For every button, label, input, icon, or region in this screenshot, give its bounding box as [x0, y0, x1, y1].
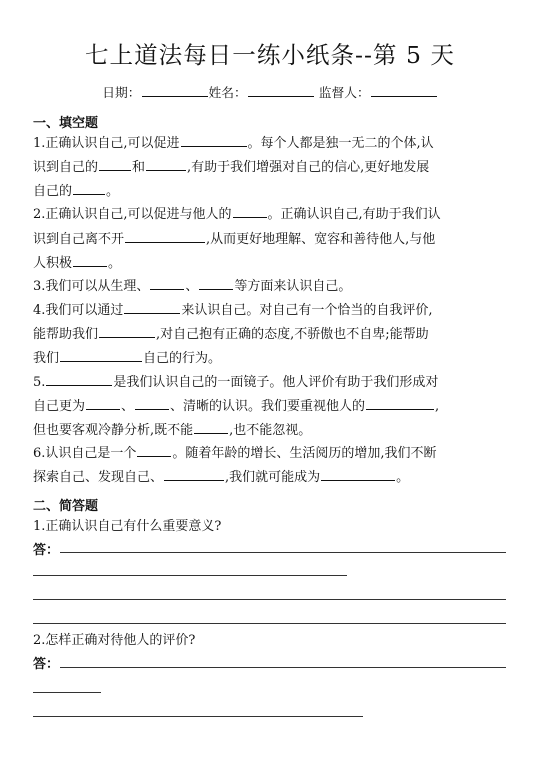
fill-line-12: 自己更为 、 、清晰的认识。我们要重视他人的 , [33, 399, 440, 414]
blank[interactable] [60, 360, 142, 362]
blank[interactable] [164, 479, 224, 481]
fill-line-11: 5. 是我们认识自己的一面镜子。他人评价有助于我们形成对 [33, 375, 439, 390]
blank[interactable] [73, 265, 107, 267]
supervisor-label: 监督人： [318, 86, 370, 101]
header-info-line [0, 82, 540, 101]
blank[interactable] [366, 408, 434, 410]
question-2: 2.怎样正确对待他人的评价? [33, 633, 196, 648]
fill-line-14: 6.认识自己是一个 。随着年龄的增长、生活阅历的增加,我们不断 [33, 446, 437, 461]
page-title: 七上道法每日一练小纸条--第 5 天 [85, 41, 455, 69]
answer-line[interactable] [33, 692, 101, 693]
fill-line-6: 人积极 。 [33, 256, 122, 271]
answer-line[interactable] [33, 716, 363, 717]
fill-line-15: 探索自己、发现自己、 ,我们就可能成为 。 [33, 470, 410, 485]
blank[interactable] [46, 384, 112, 386]
answer-line[interactable] [33, 575, 347, 576]
blank[interactable] [124, 312, 180, 314]
blank[interactable] [150, 288, 184, 290]
blank[interactable] [86, 408, 120, 410]
blank[interactable] [181, 145, 247, 147]
blank[interactable] [194, 432, 228, 434]
date-label: 日期： [102, 86, 141, 101]
fill-line-5: 识到自己离不开 ,从而更好地理解、宽容和善待他人,与他 [33, 232, 436, 247]
answer-line[interactable] [33, 599, 506, 600]
answer-line[interactable] [60, 552, 506, 553]
fill-line-1: 1.正确认识自己,可以促进 。每个人都是独一无二的个体,认 [33, 136, 434, 151]
fill-line-9: 能帮助我们 ,对自己抱有正确的态度,不骄傲也不自卑;能帮助 [33, 327, 429, 342]
blank[interactable] [321, 479, 395, 481]
blank[interactable] [99, 169, 131, 171]
answer-line[interactable] [60, 667, 506, 668]
blank[interactable] [99, 336, 155, 338]
fill-line-4: 2.正确认识自己,可以促进与他人的 。正确认识自己,有助于我们认 [33, 207, 441, 222]
blank[interactable] [137, 455, 171, 457]
name-label: 姓名： [208, 86, 247, 101]
section-short-answer-heading: 二、简答题 [33, 499, 99, 514]
fill-line-13: 但也要客观冷静分析,既不能 ,也不能忽视。 [33, 423, 312, 438]
fill-line-10: 我们 自己的行为。 [33, 351, 222, 366]
date-blank[interactable] [142, 95, 208, 97]
fill-line-8: 4.我们可以通过 来认识自己。对自己有一个恰当的自我评价, [33, 303, 433, 318]
question-1: 1.正确认识自己有什么重要意义? [33, 519, 222, 534]
name-blank[interactable] [248, 95, 314, 97]
fill-line-7: 3.我们可以从生理、 、 等方面来认识自己。 [33, 279, 352, 294]
answer-line[interactable] [33, 623, 506, 624]
blank[interactable] [73, 193, 105, 195]
blank[interactable] [135, 408, 169, 410]
fill-line-2: 识到自己的 和 ,有助于我们增强对自己的信心,更好地发展 [33, 160, 430, 175]
answer-label-1: 答： [33, 543, 60, 558]
fill-line-3: 自己的 。 [33, 184, 120, 199]
blank[interactable] [146, 169, 186, 171]
blank[interactable] [199, 288, 233, 290]
answer-label-2: 答： [33, 657, 60, 672]
blank[interactable] [233, 216, 267, 218]
blank[interactable] [125, 241, 205, 243]
section-fill-in-heading: 一、填空题 [33, 116, 99, 131]
supervisor-blank[interactable] [371, 95, 437, 97]
